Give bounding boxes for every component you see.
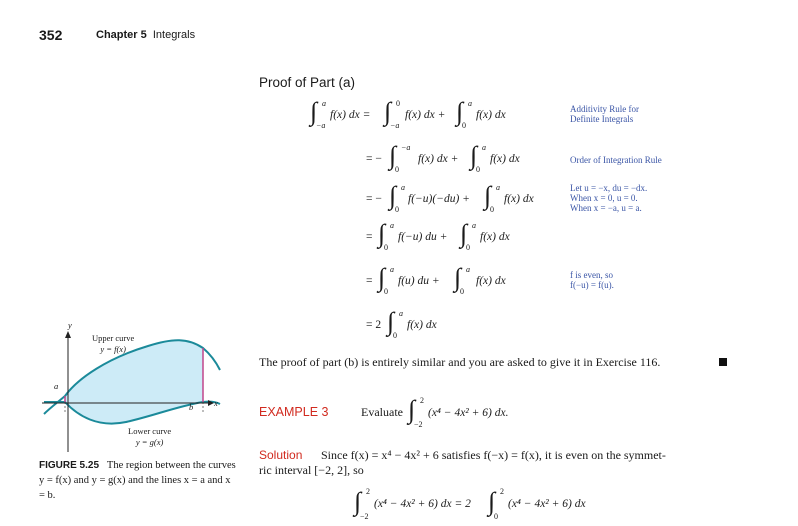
svg-text:f(−u)(−du) +: f(−u)(−du) + — [408, 193, 470, 205]
svg-text:∫: ∫ — [389, 181, 397, 210]
svg-text:=: = — [366, 275, 373, 287]
note-order: Order of Integration Rule — [570, 155, 662, 165]
example-prompt: Evaluate — [361, 405, 403, 419]
equation-step-3 — [366, 181, 535, 214]
equation-step-5 — [366, 263, 507, 296]
svg-text:0: 0 — [384, 287, 388, 296]
solution-final-equation — [352, 478, 622, 526]
equation-step-6 — [366, 307, 438, 340]
svg-text:−a: −a — [401, 143, 411, 152]
page-number: 352 — [39, 27, 63, 43]
svg-text:∫: ∫ — [384, 97, 392, 126]
svg-text:f(x) dx: f(x) dx — [407, 319, 437, 331]
svg-text:a: a — [399, 309, 403, 318]
svg-text:a: a — [468, 99, 472, 108]
svg-text:= −: = − — [366, 193, 382, 205]
svg-text:∫: ∫ — [354, 487, 362, 516]
svg-text:∫: ∫ — [470, 141, 478, 170]
qed-mark — [719, 358, 727, 366]
note-even: f is even, so f(−u) = f(u). — [570, 270, 614, 290]
svg-text:0: 0 — [494, 512, 498, 521]
chapter-title: Integrals — [152, 29, 196, 41]
y-axis-arrow — [65, 331, 71, 338]
solution-line-1: Since f(x) = x⁴ − 4x² + 6 satisfies f(−x) = f(x), it is even on the symmet- — [321, 448, 666, 462]
svg-text:2: 2 — [500, 487, 504, 496]
svg-text:f(x) dx: f(x) dx — [476, 109, 506, 121]
fig-x-label: x — [214, 398, 218, 408]
fig-y-label: y — [68, 320, 72, 330]
equation-chain — [300, 92, 560, 352]
svg-text:=: = — [366, 231, 373, 243]
chapter-heading — [96, 29, 195, 41]
svg-text:a: a — [482, 143, 486, 152]
svg-text:0: 0 — [466, 243, 470, 252]
svg-text:0: 0 — [395, 205, 399, 214]
chapter-label: Chapter 5 — [96, 29, 147, 41]
solution-line-2: ric interval [−2, 2], so — [259, 463, 364, 477]
svg-text:0: 0 — [395, 165, 399, 174]
svg-text:a: a — [390, 265, 394, 274]
fig-b-label: b — [189, 402, 194, 412]
equation-step-2 — [366, 141, 521, 174]
fig-a-label: a — [54, 381, 59, 391]
svg-text:∫: ∫ — [454, 263, 462, 292]
svg-text:a: a — [472, 221, 476, 230]
svg-text:∫: ∫ — [408, 395, 416, 424]
svg-text:(x⁴ − 4x² + 6) dx: (x⁴ − 4x² + 6) dx — [508, 498, 586, 510]
svg-text:∫: ∫ — [456, 97, 464, 126]
note-additivity: Additivity Rule for Definite Integrals — [570, 104, 639, 124]
note-substitution: Let u = −x, du = −dx. When x = 0, u = 0. When x = −a, u = a. — [570, 183, 648, 213]
svg-text:f(x) dx: f(x) dx — [480, 231, 510, 243]
fig-upper-curve-label: Upper curve y = f(x) — [92, 333, 135, 354]
svg-text:−2: −2 — [414, 420, 423, 429]
svg-text:0: 0 — [490, 205, 494, 214]
svg-text:0: 0 — [384, 243, 388, 252]
svg-text:0: 0 — [393, 331, 397, 340]
svg-text:(x⁴ − 4x² + 6) dx = 2: (x⁴ − 4x² + 6) dx = 2 — [374, 498, 471, 510]
svg-text:a: a — [496, 183, 500, 192]
example-integral — [406, 390, 546, 430]
equation-step-4 — [366, 219, 511, 252]
solution-label: Solution — [259, 448, 303, 462]
svg-text:∫: ∫ — [310, 97, 318, 126]
svg-text:0: 0 — [460, 287, 464, 296]
svg-text:f(x) dx: f(x) dx — [490, 153, 520, 165]
svg-text:0: 0 — [396, 99, 400, 108]
example-label: EXAMPLE 3 — [259, 405, 329, 419]
svg-text:−2: −2 — [360, 512, 369, 521]
svg-text:= −: = − — [366, 153, 382, 165]
figure-caption — [39, 458, 239, 503]
equation-step-1 — [308, 97, 507, 130]
svg-text:a: a — [466, 265, 470, 274]
svg-text:∫: ∫ — [488, 487, 496, 516]
svg-text:−a: −a — [316, 121, 326, 130]
svg-text:f(x) dx =: f(x) dx = — [330, 109, 371, 121]
svg-text:f(u) du +: f(u) du + — [398, 275, 440, 287]
proof-title: Proof of Part (a) — [259, 75, 356, 90]
svg-text:a: a — [322, 99, 326, 108]
svg-text:∫: ∫ — [460, 219, 468, 248]
svg-text:(x⁴ − 4x² + 6) dx.: (x⁴ − 4x² + 6) dx. — [428, 407, 509, 419]
svg-text:f(−u) du +: f(−u) du + — [398, 231, 448, 243]
figure-caption-label: FIGURE 5.25 — [39, 460, 100, 471]
svg-text:0: 0 — [462, 121, 466, 130]
svg-text:−a: −a — [390, 121, 400, 130]
svg-text:a: a — [390, 221, 394, 230]
svg-text:∫: ∫ — [378, 219, 386, 248]
svg-text:a: a — [401, 183, 405, 192]
svg-text:f(x) dx: f(x) dx — [476, 275, 506, 287]
svg-text:∫: ∫ — [484, 181, 492, 210]
svg-text:= 2: = 2 — [366, 319, 382, 331]
svg-text:f(x) dx: f(x) dx — [504, 193, 534, 205]
fig-lower-curve-label: Lower curve y = g(x) — [128, 426, 172, 447]
svg-text:2: 2 — [366, 487, 370, 496]
svg-text:0: 0 — [476, 165, 480, 174]
svg-text:∫: ∫ — [378, 263, 386, 292]
svg-text:∫: ∫ — [387, 307, 395, 336]
svg-text:f(x) dx +: f(x) dx + — [418, 153, 459, 165]
svg-text:2: 2 — [420, 396, 424, 405]
svg-text:∫: ∫ — [389, 141, 397, 170]
figure-caption-text: The region between the curves y = f(x) and y = g(x) and the lines x = a and x = b. — [39, 460, 236, 501]
part-b-text: The proof of part (b) is entirely similar and you are asked to give it in Exercise 116. — [259, 355, 661, 369]
svg-text:f(x) dx +: f(x) dx + — [405, 109, 446, 121]
